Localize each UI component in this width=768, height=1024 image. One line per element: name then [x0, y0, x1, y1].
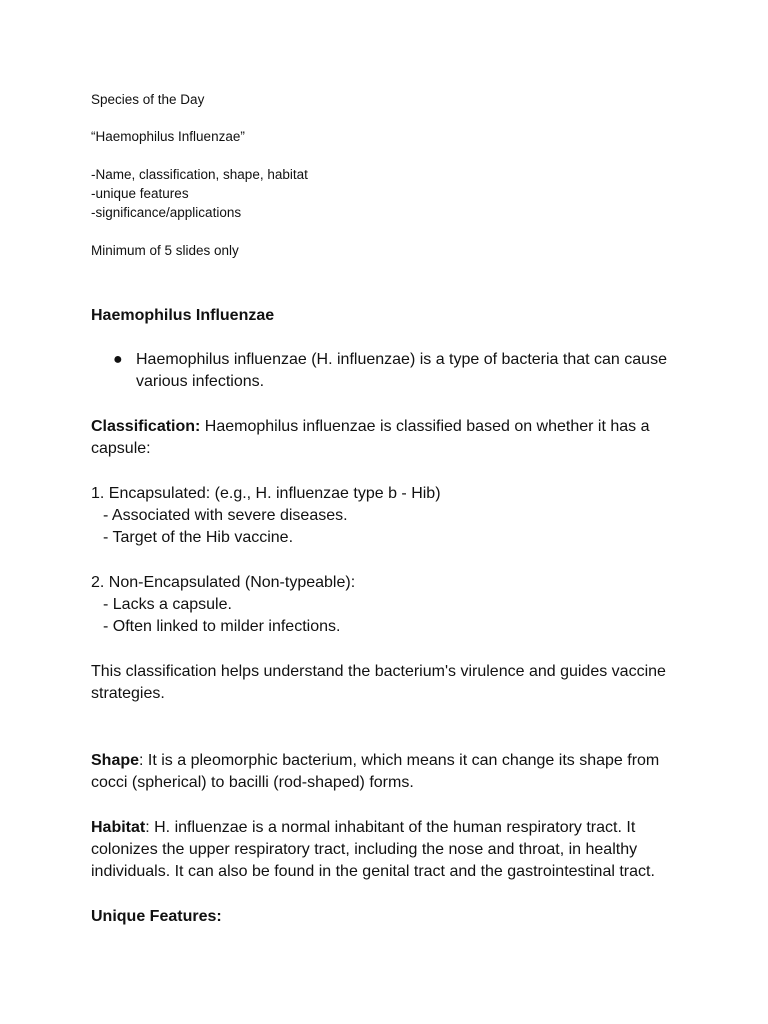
bullet-text: Haemophilus influenzae (H. influenzae) is a type of bacteria that can cause various infections.: [136, 351, 667, 390]
unique-features-heading: Unique Features:: [91, 908, 222, 925]
shape-paragraph: Shape: It is a pleomorphic bacterium, which means it can change its shape from cocci (spherical) to bacilli (rod-shaped) forms.: [91, 752, 660, 791]
non-encapsulated-title: 2. Non-Encapsulated (Non-typeable):: [91, 574, 356, 591]
species-name-quoted: “Haemophilus Influenzae”: [91, 129, 245, 144]
classification-paragraph: Classification: Haemophilus influenzae is classified based on whether it has a capsule:: [91, 418, 650, 457]
document-title: Species of the Day: [91, 92, 205, 107]
list-item: - Lacks a capsule.: [103, 596, 232, 613]
list-item: - Target of the Hib vaccine.: [103, 529, 294, 546]
encapsulated-title: 1. Encapsulated: (e.g., H. influenzae type b - Hib): [91, 485, 441, 502]
bullet-icon: ●: [113, 351, 123, 368]
shape-label: Shape: [91, 752, 140, 769]
list-item: - Often linked to milder infections.: [103, 618, 341, 635]
encapsulated-type-block: [91, 483, 691, 549]
habitat-label: Habitat: [91, 819, 146, 836]
requirement-item: -significance/applications: [91, 205, 242, 220]
habitat-paragraph: Habitat: H. influenzae is a normal inhabitant of the human respiratory tract. It colonizes the upper respiratory tract, including the nose and throat, in healthy individuals. It can also be found in the genital tract and the gastrointestinal tract.: [91, 819, 655, 880]
requirement-item: -Name, classification, shape, habitat: [91, 167, 308, 182]
slides-note: Minimum of 5 slides only: [91, 243, 239, 258]
non-encapsulated-type-block: [91, 572, 691, 638]
section-heading: Haemophilus Influenzae: [91, 307, 275, 324]
classification-label: Classification:: [91, 418, 201, 435]
requirement-item: -unique features: [91, 186, 189, 201]
classification-summary: This classification helps understand the bacterium's virulence and guides vaccine strategies.: [91, 663, 666, 702]
list-item: - Associated with severe diseases.: [103, 507, 348, 524]
